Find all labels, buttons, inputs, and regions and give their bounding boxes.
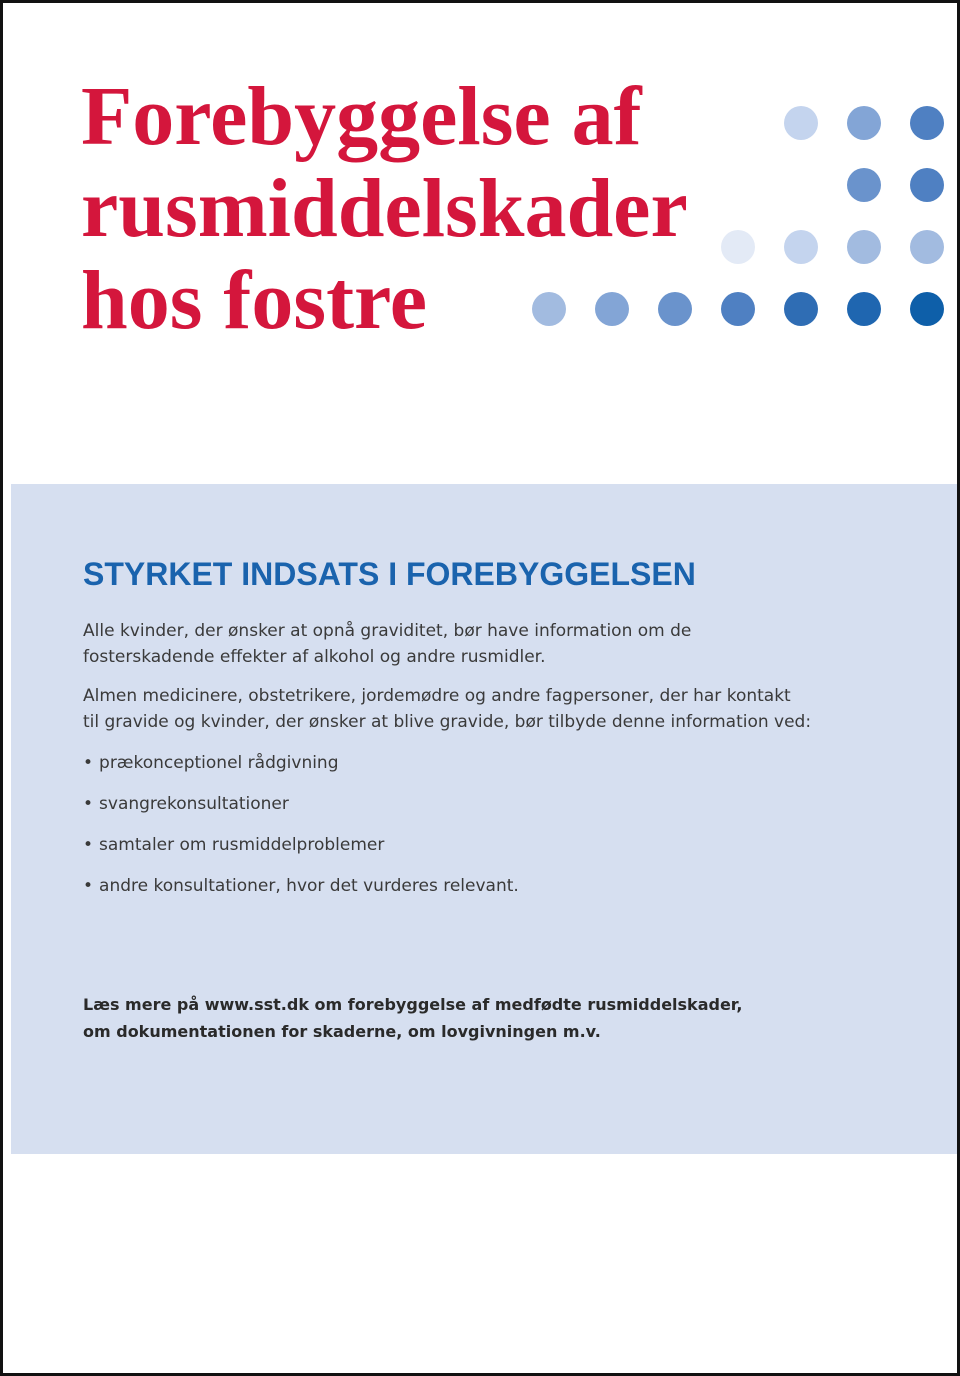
list-item: • andre konsultationer, hvor det vurderes relevant.	[83, 873, 519, 914]
decorative-dot	[910, 292, 944, 326]
footer-line: Læs mere på www.sst.dk om forebyggelse af medfødte rusmiddelskader,	[83, 995, 743, 1014]
paragraph-line: fosterskadende effekter af alkohol og andre rusmidler.	[83, 647, 546, 667]
bullet-list	[83, 750, 519, 914]
decorative-dot	[847, 168, 881, 202]
decorative-dot	[595, 292, 629, 326]
list-item: • svangrekonsultationer	[83, 791, 519, 832]
info-panel	[11, 484, 957, 1154]
decorative-dot	[658, 292, 692, 326]
decorative-dot	[847, 292, 881, 326]
decorative-dot	[784, 292, 818, 326]
list-item: • prækonceptionel rådgivning	[83, 750, 519, 791]
decorative-dot	[784, 106, 818, 140]
section-heading: STYRKET INDSATS I FOREBYGGELSEN	[83, 556, 696, 592]
decorative-dot	[784, 230, 818, 264]
paragraph-professionals	[83, 683, 811, 735]
title-line: Forebyggelse af	[81, 70, 642, 163]
decorative-dot	[910, 106, 944, 140]
decorative-dot	[532, 292, 566, 326]
decorative-dot	[847, 106, 881, 140]
decorative-dot	[847, 230, 881, 264]
paragraph-line: til gravide og kvinder, der ønsker at blive gravide, bør tilbyde denne information ved:	[83, 712, 812, 732]
decorative-dot	[910, 168, 944, 202]
decorative-dot	[910, 230, 944, 264]
title-line: rusmiddelskader	[81, 162, 688, 255]
decorative-dot	[721, 292, 755, 326]
paragraph-intro	[83, 618, 691, 670]
title-line: hos fostre	[81, 254, 428, 347]
list-item: • samtaler om rusmiddelproblemer	[83, 832, 519, 873]
paragraph-line: Almen medicinere, obstetrikere, jordemødre og andre fagpersoner, der har kontakt	[83, 686, 791, 706]
read-more-note	[83, 991, 742, 1045]
dot-pattern-graphic	[3, 3, 957, 363]
footer-line: om dokumentationen for skaderne, om lovgivningen m.v.	[83, 1022, 601, 1041]
paragraph-line: Alle kvinder, der ønsker at opnå graviditet, bør have information om de	[83, 621, 692, 641]
decorative-dot	[721, 230, 755, 264]
